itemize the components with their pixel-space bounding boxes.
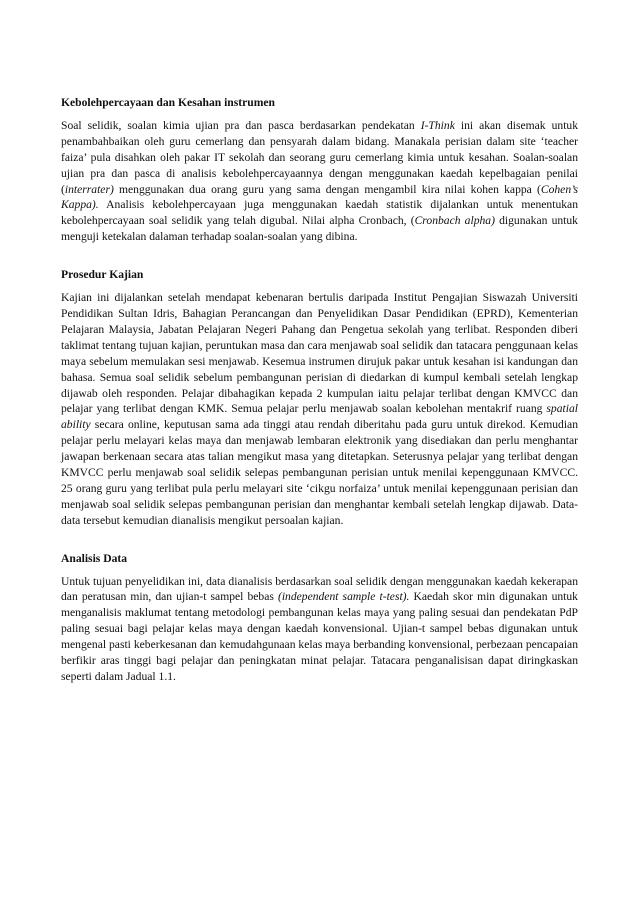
text-run: digunakan untuk menguji ketekalan dalaman terhadap soalan-soalan yang dibina.	[61, 214, 578, 244]
section-heading: Prosedur Kajian	[61, 268, 144, 282]
text-run-italic: spatial ability	[61, 402, 578, 432]
document-page	[61, 95, 578, 685]
section-reliability-validity	[61, 95, 578, 245]
text-run-italic: I-Think	[420, 118, 455, 132]
text-run-italic: Cohen’s Kappa).	[61, 182, 578, 212]
section-paragraph	[61, 574, 578, 685]
text-run: menggunakan dua orang guru yang sama dengan mengambil kira nilai kohen kappa (	[113, 182, 541, 196]
text-run: Soal selidik, soalan kimia ujian pra dan pasca berdasarkan pendekatan	[61, 118, 421, 132]
text-run-italic: (independent sample t-test).	[277, 590, 410, 604]
section-heading: Kebolehpercayaan dan Kesahan instrumen	[61, 96, 275, 109]
text-run: Kaedah skor min digunakan untuk menganalisis maklumat tentang metodologi pembangunan kelas maya yang paling sesuai dan pendekatan PdP paling sesuai bagi pelajar kelas maya dengan kaedah konvensional. Ujian-t sampel bebas digunakan untuk mengenal pasti keberkesanan dan kemudahgunaan kelas maya berbanding konvensional, perbezaan pencapaian berfikir aras tinggi bagi pelajar dan peningkatan minat pelajar. Tatacara penganalisisan dapat diringkaskan seperti dalam Jadual 1.1.	[61, 590, 578, 683]
section-heading: Analisis Data	[61, 551, 128, 565]
section-spacer	[61, 245, 578, 267]
text-run: Untuk tujuan penyelidikan ini, data dianalisis berdasarkan soal selidik dengan menggunakan kaedah kekerapan dan peratusan min, dan ujian-t sampel bebas	[61, 574, 578, 604]
text-run-italic: interrater)	[64, 182, 114, 196]
section-paragraph	[61, 118, 578, 245]
section-paragraph	[61, 290, 578, 529]
text-run: Kajian ini dijalankan setelah mendapat kebenaran bertulis daripada Institut Pengajian Siswazah Universiti Pendidikan Sultan Idris, Bahagian Perancangan dan Penyelidikan Dasar Pendidikan (EPRD), Kementerian Pelajaran Malaysia, Jabatan Pelajaran Negeri Pahang dan Pengetua sekolah yang terlibat. Responden diberi taklimat tentang tujuan kajian, peruntukan masa dan cara menjawab soal selidik dan tatacara penggunaan kelas maya sebelum memulakan sesi menjawab. Kesemua instrumen dirujuk pakar untuk kesahan isi kandungan dan bahasa. Semua soal selidik sebelum pembangunan perisian di diedarkan di kumpul kembali setelah lengkap dijawab oleh responden. Pelajar dibahagikan kepada 2 kumpulan iaitu pelajar terlibat dengan KMVCC dan pelajar yang terlibat dengan KMK. Semua pelajar perlu menjawab soalan kebolehan mentakrif ruang	[61, 291, 578, 416]
text-run: Analisis kebolehpercayaan juga menggunakan kaedah statistik dijalankan untuk menentukan kebolehpercayaan soal selidik yang telah digubal. Nilai alpha Cronbach, (	[61, 198, 578, 228]
text-run: secara online, keputusan sama ada tinggi atau rendah diberitahu pada guru untuk direkod. Kemudian pelajar perlu melayari kelas maya dan menjawab lembaran elektronik yang disediakan dan perlu menghantar jawapan berkenaan secara atas talian mengikut masa yang ditetapkan. Seterusnya pelajar yang terlibat dengan KMVCC perlu menjawab soal selidik selepas pembangunan perisian untuk menilai kepenggunaan KMVCC. 25 orang guru yang terlibat pula perlu melayari site ‘cikgu norfaiza’ untuk menilai kepenggunaan perisian dan menjawab soal selidik selepas pembangunan perisian dan menghantar kembali setelah lengkap dijawab. Data-data tersebut kemudian dianalisis mengikut persoalan kajian.	[61, 418, 578, 527]
section-research-procedure	[61, 267, 578, 529]
section-spacer	[61, 529, 578, 551]
section-data-analysis	[61, 551, 578, 685]
text-run: ini akan disemak untuk penambahbaikan oleh guru cemerlang dan pensyarah dalam bidang. Manakala perisian dalam site ‘teacher faiza’ pula disahkan oleh pakar IT sekolah dan seorang guru cemerlang kimia untuk kesahan. Soalan-soalan ujian pra dan pasca di analisis kebolehpercayaannya dengan menggunakan kaedah kepelbagaian penilai (	[61, 118, 579, 196]
text-run-italic: Cronbach alpha)	[414, 214, 495, 228]
